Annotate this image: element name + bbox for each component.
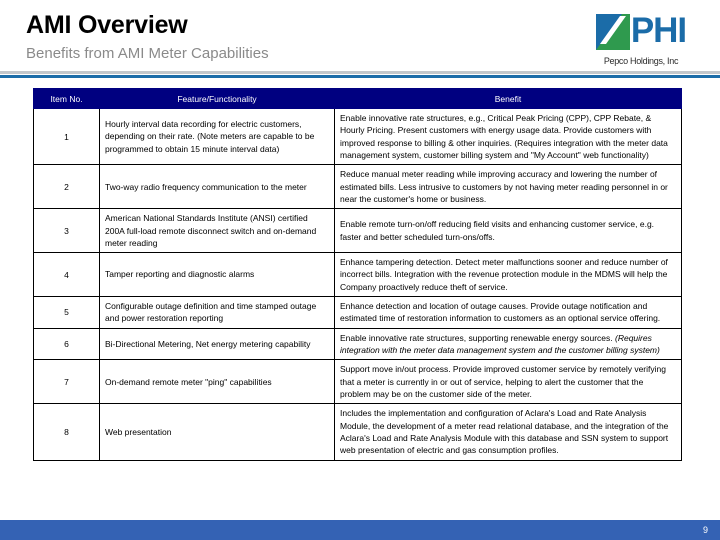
cell-item-no: 3 xyxy=(34,209,100,253)
ami-benefits-table-wrap xyxy=(33,88,682,461)
cell-benefit xyxy=(335,109,682,165)
table-row xyxy=(34,165,682,209)
table-row xyxy=(34,360,682,404)
header-divider-gray xyxy=(0,71,720,74)
benefit-text: Enhance detection and location of outage causes. Provide outage notification and estimated time of restoration information to customers as an optional service offering. xyxy=(340,301,661,324)
cell-feature: Configurable outage definition and time stamped outage and power restoration reporting xyxy=(100,297,335,329)
cell-item-no: 1 xyxy=(34,109,100,165)
cell-benefit xyxy=(335,209,682,253)
footer-bar xyxy=(0,520,720,540)
cell-feature: Tamper reporting and diagnostic alarms xyxy=(100,253,335,297)
cell-item-no: 8 xyxy=(34,404,100,460)
cell-item-no: 6 xyxy=(34,328,100,360)
phi-logo-letters: PHI xyxy=(630,11,687,50)
cell-feature: Hourly interval data recording for electric customers, depending on their rate. (Note meters are capable to be programmed to obtain 15 minute interval data) xyxy=(100,109,335,165)
cell-benefit xyxy=(335,165,682,209)
table-row xyxy=(34,328,682,360)
benefit-text: Support move in/out process. Provide improved customer service by remotely verifying that a meter is currently in or out of service, helping to alert the customer that the problem may be on the customer side of the meter. xyxy=(340,364,666,399)
cell-feature: On-demand remote meter "ping" capabilities xyxy=(100,360,335,404)
column-header-feature: Feature/Functionality xyxy=(100,89,335,109)
benefit-text: Includes the implementation and configuration of Aclara's Load and Rate Analysis Module, the development of a meter read relational database, and the integration of the Aclara's Load and Rate Analysis Module with this database and SSN system to support web presentation of electric and gas consumption profiles. xyxy=(340,408,669,456)
table-header-row xyxy=(34,89,682,109)
header-divider-blue xyxy=(0,75,720,78)
cell-feature: Web presentation xyxy=(100,404,335,460)
cell-benefit xyxy=(335,328,682,360)
cell-item-no: 5 xyxy=(34,297,100,329)
slide-header xyxy=(0,0,720,72)
column-header-benefit: Benefit xyxy=(335,89,682,109)
cell-feature: Two-way radio frequency communication to the meter xyxy=(100,165,335,209)
title-block xyxy=(26,12,269,62)
logo-mark xyxy=(578,11,704,54)
table-row xyxy=(34,209,682,253)
benefit-text: Enable remote turn-on/off reducing field visits and enhancing customer service, e.g. faster and better scheduled turn-ons/offs. xyxy=(340,219,655,242)
cell-benefit xyxy=(335,404,682,460)
ami-benefits-table xyxy=(33,88,682,461)
cell-feature: Bi-Directional Metering, Net energy metering capability xyxy=(100,328,335,360)
cell-benefit xyxy=(335,253,682,297)
phi-logo-tagline: Pepco Holdings, Inc xyxy=(603,56,679,66)
phi-logo xyxy=(578,11,704,66)
table-row xyxy=(34,109,682,165)
table-row xyxy=(34,253,682,297)
page-subtitle: Benefits from AMI Meter Capabilities xyxy=(26,45,269,62)
cell-benefit xyxy=(335,360,682,404)
cell-item-no: 7 xyxy=(34,360,100,404)
cell-feature: American National Standards Institute (ANSI) certified 200A full-load remote disconnect switch and on-demand meter reading xyxy=(100,209,335,253)
table-row xyxy=(34,297,682,329)
benefit-text: Enable innovative rate structures, supporting renewable energy sources. xyxy=(340,332,615,343)
page-number: 9 xyxy=(702,525,708,535)
page-title: AMI Overview xyxy=(26,11,188,39)
cell-benefit xyxy=(335,297,682,329)
benefit-text: Enable innovative rate structures, e.g., Critical Peak Pricing (CPP), CPP Rebate, & Hourly Pricing. Present customers with energy usage data. Provide customers with improved response to billing & other inquiries. (Requires integration with the meter data management system, customer billing system and "My Account" web functionality) xyxy=(340,113,668,160)
benefit-note: (Requires integration with the meter data management system and the customer billing system) xyxy=(340,332,660,355)
phi-logo-square-icon xyxy=(596,14,630,50)
column-header-item-no: Item No. xyxy=(34,89,100,109)
benefit-text: Enhance tampering detection. Detect meter malfunctions sooner and reduce number of incorrect bills. Integration with the revenue protection module in the MDMS will help the Company proactively reduce theft of service. xyxy=(340,257,668,292)
table-body xyxy=(34,109,682,461)
benefit-text: Reduce manual meter reading while improving accuracy and lowering the number of estimated bills. Less intrusive to customers by not having meter reading personnel in or near the customer's home or business. xyxy=(340,169,668,204)
cell-item-no: 4 xyxy=(34,253,100,297)
table-head xyxy=(34,89,682,109)
table-row xyxy=(34,404,682,460)
cell-item-no: 2 xyxy=(34,165,100,209)
